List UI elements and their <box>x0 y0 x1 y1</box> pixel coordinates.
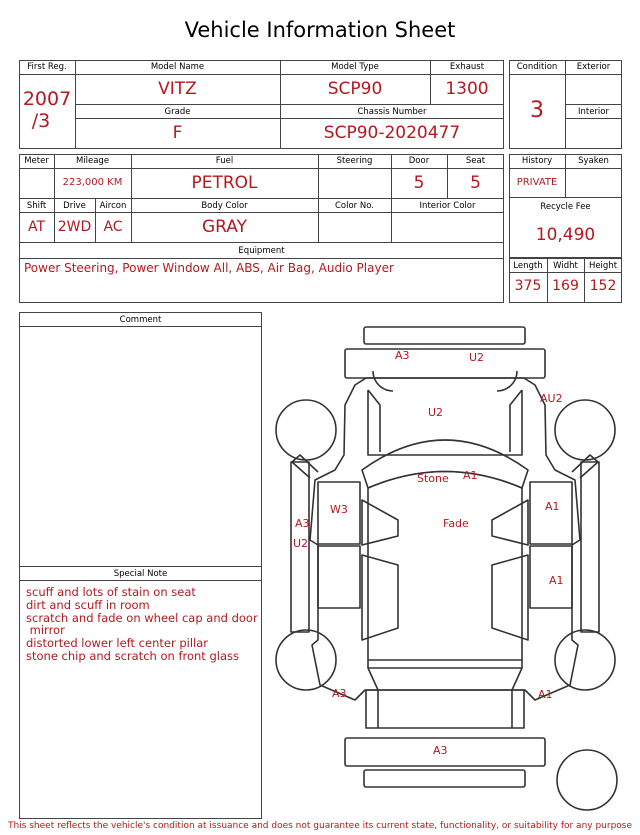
wheel-rear-left <box>276 630 336 690</box>
mark-rear-bumper: A3 <box>433 744 448 757</box>
door-label: Door <box>408 156 430 166</box>
mark-right-door-rear: A1 <box>549 574 564 587</box>
chassis-value: SCP90-2020477 <box>323 123 461 143</box>
interior-color-label: Interior Color <box>419 201 476 211</box>
front-grille <box>345 349 545 378</box>
model-name-label: Model Name <box>150 62 205 72</box>
mark-left-side-a3: A3 <box>295 517 310 530</box>
fuel-value: PETROL <box>191 173 258 193</box>
mark-fade: Fade <box>443 517 469 530</box>
comment-label: Comment <box>119 315 162 325</box>
height-label: Height <box>588 261 618 271</box>
rear-window <box>368 660 522 668</box>
special-note-line: distorted lower left center pillar <box>26 636 208 651</box>
roof <box>368 472 522 661</box>
first-reg-label: First Reg. <box>27 62 67 72</box>
hood-outline <box>368 390 522 455</box>
fuel-label: Fuel <box>215 156 234 166</box>
mileage-label: Mileage <box>75 156 110 166</box>
mark-left-side-u2: U2 <box>293 537 309 550</box>
disclaimer-footer: This sheet reflects the vehicle's condition at issuance and does not guarantee its current state, functionality, or suitability for any purpose <box>7 821 633 831</box>
recycle-fee-label: Recycle Fee <box>540 202 591 212</box>
mileage-value: 223,000 KM <box>62 177 123 188</box>
first-reg-month: /3 <box>31 110 51 132</box>
right-side-skirt <box>581 462 599 632</box>
mark-hood: U2 <box>428 406 444 419</box>
equipment-label: Equipment <box>238 246 285 256</box>
special-note-line: dirt and scuff in room <box>26 597 150 612</box>
mark-windshield-stone: Stone <box>417 472 449 485</box>
exterior-label: Exterior <box>576 62 611 72</box>
model-type-label: Model Type <box>331 62 379 72</box>
recycle-fee-value: 10,490 <box>535 225 596 245</box>
first-reg-year: 2007 <box>22 88 72 110</box>
height-value: 152 <box>589 278 617 294</box>
meter-label: Meter <box>24 156 49 166</box>
width-label: Widht <box>553 261 578 271</box>
right-front-door <box>530 482 572 544</box>
mark-roof-front-left: A3 <box>395 349 410 362</box>
trunk-lines <box>378 690 512 728</box>
model-name-value: VITZ <box>158 79 197 99</box>
length-value: 375 <box>514 278 542 294</box>
trunk <box>368 668 522 690</box>
mark-roof-front-right: U2 <box>469 351 485 364</box>
body-color-label: Body Color <box>201 201 248 211</box>
mark-left-door-front: W3 <box>330 503 348 516</box>
car-diagram <box>270 320 630 820</box>
condition-label: Condition <box>516 62 558 72</box>
chassis-label: Chassis Number <box>357 107 427 117</box>
exhaust-value: 1300 <box>445 79 489 99</box>
steering-label: Steering <box>336 156 373 166</box>
door-value: 5 <box>413 173 425 193</box>
aircon-value: AC <box>103 219 123 235</box>
shift-value: AT <box>27 219 46 235</box>
condition-value: 3 <box>530 98 544 123</box>
mark-rear-left: A3 <box>332 687 347 700</box>
seat-label: Seat <box>465 156 486 166</box>
body-outline <box>310 378 580 700</box>
syaken-label: Syaken <box>578 156 609 166</box>
mark-rear-right: A1 <box>538 688 553 701</box>
drive-label: Drive <box>63 201 86 211</box>
special-note-label: Special Note <box>113 569 168 579</box>
left-rear-door <box>318 546 360 608</box>
mark-right-door-front: A1 <box>545 500 560 513</box>
hood-line-left <box>368 390 380 452</box>
special-note-list <box>26 586 260 663</box>
aircon-label: Aircon <box>99 201 127 211</box>
spare-wheel <box>557 750 617 810</box>
hood-line-right <box>510 390 522 452</box>
wheel-rear-right <box>555 630 615 690</box>
headlight-right <box>497 371 517 391</box>
special-note-line: stone chip and scratch on front glass <box>26 648 239 663</box>
history-value: PRIVATE <box>516 177 558 188</box>
special-note-line: mirror <box>26 623 65 638</box>
special-note-line: scuff and lots of stain on seat <box>26 585 196 599</box>
color-no-label: Color No. <box>334 201 374 211</box>
width-value: 169 <box>552 278 579 294</box>
seat-value: 5 <box>470 173 481 193</box>
grade-label: Grade <box>164 107 191 117</box>
wheel-front-right <box>555 400 615 460</box>
drive-value: 2WD <box>57 219 92 235</box>
rear-bumper-lower <box>364 770 525 787</box>
history-label: History <box>521 156 553 166</box>
mark-front-right: AU2 <box>540 392 563 405</box>
length-label: Length <box>513 261 543 271</box>
sheet-title: Vehicle Information Sheet <box>184 18 456 42</box>
wheel-front-left <box>276 400 336 460</box>
interior-label: Interior <box>577 107 609 117</box>
grade-value: F <box>172 123 183 143</box>
special-note-line: scratch and fade on wheel cap and door <box>26 610 258 625</box>
body-color-value: GRAY <box>202 217 247 237</box>
front-bumper <box>364 327 525 344</box>
headlight-left <box>373 371 393 391</box>
exhaust-label: Exhaust <box>449 62 485 72</box>
mark-windshield-a1: A1 <box>463 469 478 482</box>
trunk-lid <box>366 690 524 728</box>
model-type-value: SCP90 <box>327 79 383 99</box>
shift-label: Shift <box>26 201 47 211</box>
equipment-value: Power Steering, Power Window All, ABS, Air Bag, Audio Player <box>24 261 394 275</box>
